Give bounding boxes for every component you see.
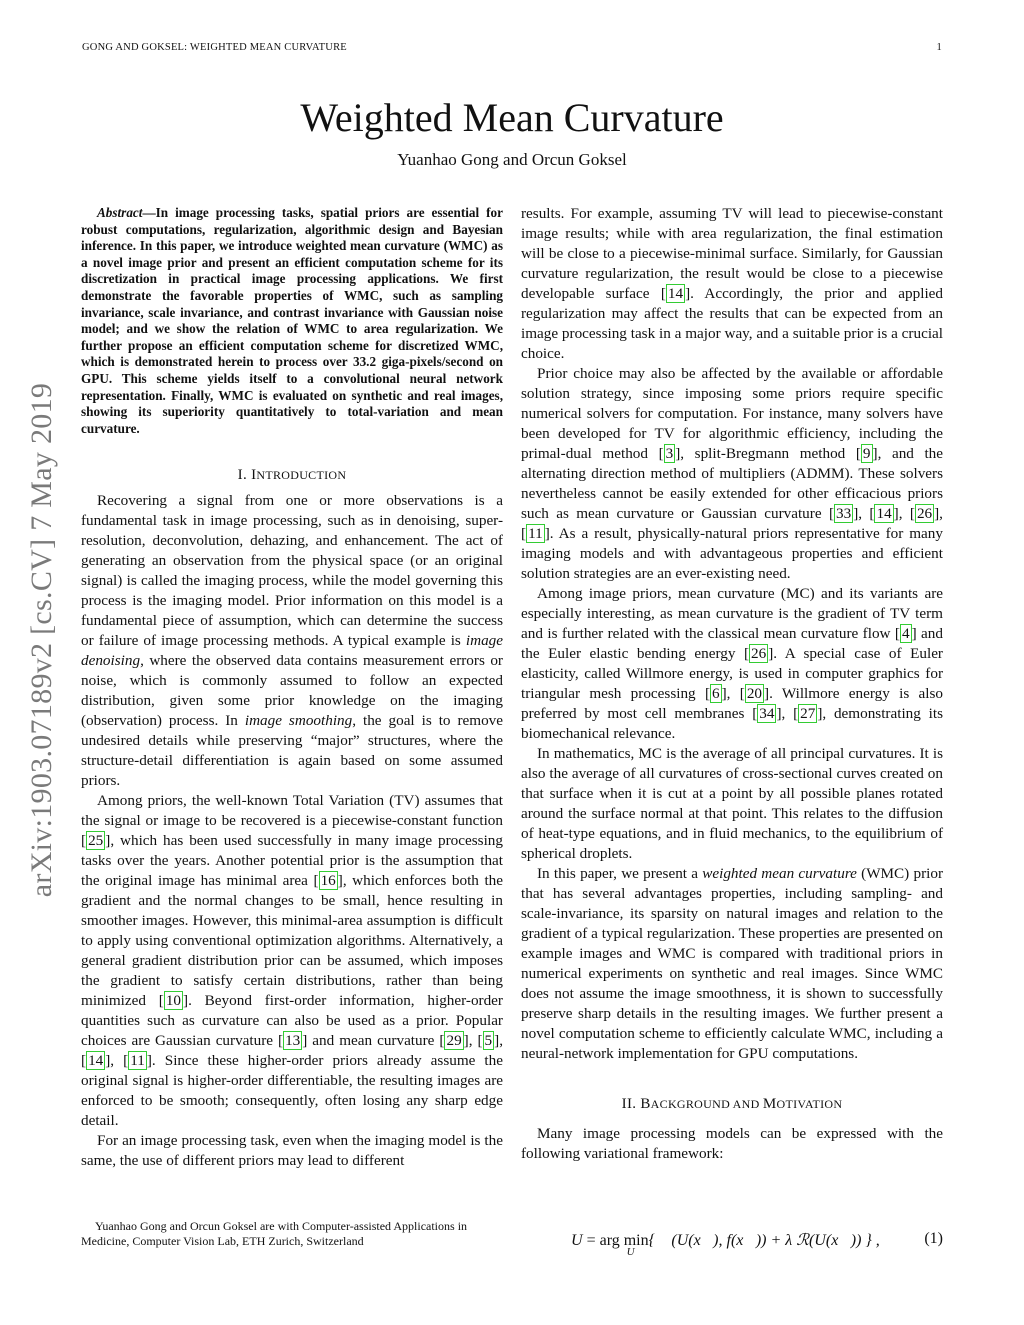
citation-link[interactable]: 29 [446, 1032, 462, 1050]
citation-link[interactable]: 11 [528, 525, 543, 542]
left-column [81, 205, 503, 1171]
right-paragraph-2: Prior choice may also be affected by the available or affordable solution strategy, since imposing some priors require specific numerical solvers for computation. For instance, many solvers have been developed for TV for algorithmic efficiency, including the primal-dual method [ 3 ], split-Bregmann method [ 9 ], and the alternating direction method of multipliers (ADMM). These solvers nevertheless cannot be easily extended for other efficacious priors such as mean curvature or Gaussian curvature [ 33 ], [ 14 ], [ 26 ], [ 11 ]. As a result, physically-natural priors representative for many imaging models and with advantageous properties and efficient solution strategies are an ever-existing need. [521, 365, 944, 582]
citation-link[interactable]: 16 [320, 872, 336, 890]
right-paragraph-4: In mathematics, MC is the average of all principal curvatures. It is also the average of all curvatures of cross-sectional curves created on that surface when it is cut at a point by all possible planes rotated around the surface normal at that point. This relates to the diffusion of heat-type equations, and in fluid mechanics, to the equilibrium of spherical droplets. [521, 745, 943, 862]
citation-link[interactable]: 14 [876, 505, 892, 522]
right-paragraph-1: results. For example, assuming TV will lead to piecewise-constant image results; while with area regularization, the final estimation will be close to a piecewise-minimal surface. Similarly, for Gaussian curvature regularization, the result would be close to a piecewise developable surface [ 14 ]. Accordingly, the prior and applied regularization may affect the results that can be expected from an image processing task in a major way, and a suitable prior is a crucial choice. [521, 205, 943, 362]
arxiv-stamp [12, 350, 72, 930]
section-heading-background: II. BACKGROUND AND MOTIVATION [621, 1096, 843, 1112]
citation-link[interactable]: 25 [88, 832, 104, 850]
section-heading-introduction: I. INTRODUCTION [237, 467, 347, 484]
citation-link[interactable]: 9 [862, 445, 871, 462]
citation-link[interactable]: 13 [285, 1032, 301, 1050]
paper-authors: Yuanhao Gong and Orcun Goksel [397, 150, 627, 169]
right-paragraph-5: In this paper, we present a weighted mean curvature (WMC) prior that has several advantages properties, including sampling- and scale-invariance, its sparsity on natural images and relation to the gradient of a typical regularization. These properties are presented on example images and WMC is compared with traditional priors in numerical experiments on synthetic and real images. Since WMC does not assume the image smoothness, it is shown to successfully preserve sharp details in the resulting images. We further present a novel computation scheme to efficiently calculate WMC, including a neural-network implementation for GPU computations. [521, 865, 943, 1062]
citation-link[interactable]: 26 [751, 645, 767, 662]
citation-link[interactable]: 5 [484, 1032, 493, 1050]
paper-title: Weighted Mean Curvature [300, 95, 724, 140]
citation-link[interactable]: 3 [665, 445, 674, 462]
citation-link[interactable]: 20 [746, 685, 762, 702]
citation-link[interactable]: 26 [916, 505, 933, 522]
citation-link[interactable]: 34 [759, 705, 775, 722]
right-paragraph-6: Many image processing models can be expressed with the following variational framework: [521, 1125, 943, 1162]
page-number: 1 [936, 42, 942, 53]
equation-body: U = arg minU { ℰ(U(x⃗), f(x⃗)) + λ ℛ(U(x⃗)) } , [571, 1232, 880, 1258]
citation-link[interactable]: 6 [712, 685, 720, 702]
right-paragraph-3: Among image priors, mean curvature (MC) and its variants are especially interesting, as mean curvature is the gradient of TV term and is further related with the classical mean curvature flow [ 4 ] and the Euler elastic bending energy [ 26 ]. A special case of Euler elasticity, called Willmore energy, is used in computer graphics for triangular mesh processing [ 6 ], [ 20 ]. Willmore energy is also preferred by most cell membranes [ 34 ], [ 27 ], demonstrating its biomechanical relevance. [521, 585, 943, 742]
citation-link[interactable]: 10 [165, 992, 182, 1010]
abstract-label: Abstract [97, 205, 143, 220]
abstract [81, 205, 503, 437]
citation-link[interactable]: 14 [667, 285, 684, 302]
citation-link[interactable]: 27 [800, 705, 816, 722]
citation-link[interactable]: 11 [130, 1052, 145, 1070]
citation-link[interactable]: 4 [901, 625, 910, 642]
right-column [521, 204, 943, 1164]
footnote: Yuanhao Gong and Orcun Goksel are with Computer-assisted Applications in Medicine, Computer Vision Lab, ETH Zurich, Switzerland [81, 1219, 468, 1248]
citation-link[interactable]: 14 [88, 1052, 104, 1070]
abstract-text: —In image processing tasks, spatial priors are essential for robust computations, regularization, algorithmic design and Bayesian inference. In this paper, we introduce weighted mean curvature (WMC) as a novel image prior and present an efficient computation scheme for its discretization in practical image processing applications. We first demonstrate the favorable properties of WMC, such as sampling invariance, scale invariance, and contrast invariance with Gaussian noise model; and we show the relation of WMC to area regularization. We further propose an efficient computation scheme for discretized WMC, which is demonstrated herein to process over 33.2 giga-pixels/second on GPU. This scheme yields itself to a convolutional neural network representation. Finally, WMC is evaluated on synthetic and real images, showing its superiority quantitatively to total-variation and mean curvature. [81, 205, 503, 436]
equation-1 [521, 1230, 943, 1260]
citation-link[interactable]: 33 [836, 505, 852, 522]
intro-paragraph-1: Recovering a signal from one or more observations is a fundamental task in image processing, such as in denoising, super-resolution, deconvolution, dehazing, and enhancement. The act of generating an observation from the physical space (or an original signal) is called the imaging process, while the model governing this process is the imaging model. Prior information on this model is a fundamental piece of assumption, which can determine the success or failure of image processing methods. A typical example is image denoising, where the observed data contains measurement errors or noise, which is commonly assumed to follow an expected distribution, given some prior knowledge on the imaging (observation) process. In image smoothing, the goal is to remove undesired details while preserving “major” structures, where the structure-detail differentiation is again based on some assumed priors. [81, 492, 504, 790]
equation-number: (1) [924, 1230, 943, 1247]
running-title: GONG AND GOKSEL: WEIGHTED MEAN CURVATURE [82, 42, 347, 53]
arxiv-stamp-text: arXiv:1903.07189v2 [cs.CV] 7 May 2019 [25, 382, 58, 898]
intro-paragraph-2: Among priors, the well-known Total Variation (TV) assumes that the signal or image to be recovered is a piecewise-constant function [ 25 ], which has been used successfully in many image processing tasks over the years. Another potential prior is the assumption that the original image has minimal area [ 16 ], which enforces both the gradient and the normal changes to be small, hence resulting in smoother images. However, this minimal-area assumption is difficult to apply using conventional optimization algorithms. Alternatively, a general gradient distribution prior can be assumed, which imposes the gradient to satisfy certain distributions, rather than being minimized [ 10 ]. Beyond first-order information, higher-order quantities such as curvature can also be used as a prior. Popular choices are Gaussian curvature [ 13 ] and mean curvature [ 29 ], [ 5 ], [ 14 ], [ 11 ]. Since these higher-order priors already assume the original signal is higher-order differentiable, the resulting images are enforced to be smooth; consequently, often losing any sharp edge detail. [81, 792, 504, 1130]
running-header [82, 42, 942, 53]
intro-paragraph-3: For an image processing task, even when the imaging model is the same, the use of different priors may lead to different [81, 1132, 503, 1170]
